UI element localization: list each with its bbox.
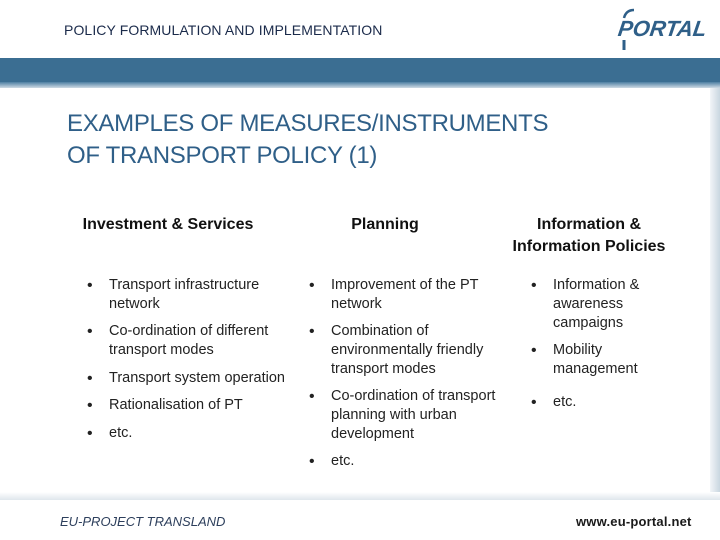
footer-project: EU-PROJECT TRANSLAND	[60, 514, 226, 529]
bullet-icon: •	[309, 323, 315, 340]
header-band-fade	[0, 82, 720, 88]
list-item: • etc.	[87, 425, 133, 442]
list-planning	[309, 276, 505, 471]
bullet-icon: •	[531, 277, 537, 294]
right-shadow	[710, 88, 720, 498]
slide-title	[67, 108, 687, 172]
bullet-icon: •	[87, 425, 93, 442]
list-information	[531, 276, 681, 412]
list-item: • Transport system operation	[87, 370, 285, 387]
list-item: • Improvement of the PT network	[309, 277, 479, 312]
bullet-icon: •	[309, 453, 315, 470]
list-item: • Information & awareness campaigns	[531, 277, 640, 331]
bullet-icon: •	[87, 370, 93, 387]
bullet-icon: •	[87, 323, 93, 340]
logo-wordmark: PORTAL	[616, 16, 709, 41]
header-band	[0, 58, 720, 82]
list-item: • Rationalisation of PT	[87, 397, 243, 414]
bottom-shadow	[0, 492, 720, 500]
bullet-icon: •	[531, 342, 537, 359]
column-heading-planning: Planning	[351, 216, 419, 233]
bullet-icon: •	[87, 397, 93, 414]
list-item: • etc.	[309, 453, 355, 470]
list-item: • Co-ordination of transport planning with urban development	[309, 388, 496, 442]
slide-title-line-1: EXAMPLES OF MEASURES/INSTRUMENTS	[67, 110, 549, 137]
list-item: • Mobility management	[531, 342, 638, 377]
bullet-icon: •	[531, 394, 537, 411]
list-item: • Co-ordination of different transport modes	[87, 323, 269, 358]
list-item: • Combination of environmentally friendly transport modes	[309, 323, 484, 377]
list-investment	[87, 276, 293, 443]
column-heading-investment: Investment & Services	[82, 216, 254, 233]
column-heading-information-line-1: Information &	[537, 216, 641, 233]
portal-logo	[616, 2, 709, 52]
bullet-icon: •	[87, 277, 93, 294]
bullet-icon: •	[309, 388, 315, 405]
slide-title-line-2: OF TRANSPORT POLICY (1)	[67, 142, 378, 169]
footer-url[interactable]: www.eu-portal.net	[576, 514, 692, 529]
list-item: • Transport infrastructure network	[87, 277, 260, 312]
column-heading-information	[496, 214, 682, 258]
column-heading-information-line-2: Information Policies	[512, 238, 666, 255]
header-label: POLICY FORMULATION AND IMPLEMENTATION	[64, 22, 383, 38]
bullet-icon: •	[309, 277, 315, 294]
list-item: • etc.	[531, 394, 577, 411]
